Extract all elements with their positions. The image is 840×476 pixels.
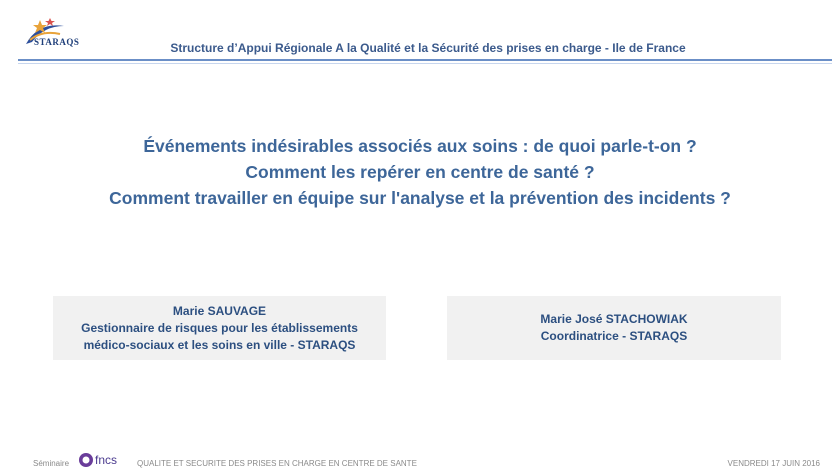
speaker-role-line-1: Coordinatrice - STARAQS	[540, 329, 688, 343]
main-title-line-3: Comment travailler en équipe sur l'analyse et la prévention des incidents ?	[109, 188, 731, 208]
speaker-name: Marie SAUVAGE	[172, 303, 267, 318]
footer-seminar-label: Séminaire	[33, 459, 70, 468]
main-title	[0, 133, 840, 211]
speaker-box-sauvage	[53, 296, 386, 360]
speaker-role-line-1: Gestionnaire de risques pour les établissements	[81, 320, 358, 335]
header-title: Structure d’Appui Régionale A la Qualité et la Sécurité des prises en charge - Ile de France	[170, 41, 686, 55]
speaker-box-stachowiak	[447, 296, 781, 360]
footer-date: VENDREDI 17 JUIN 2016	[727, 459, 820, 468]
fncs-logo	[78, 449, 128, 471]
fncs-logo-text: fncs	[95, 453, 118, 467]
fncs-logo-graphic	[78, 449, 128, 471]
header-divider-thin	[18, 63, 832, 64]
speaker-role-line-2: médico-sociaux et les soins en ville - STARAQS	[83, 337, 356, 352]
header-divider	[18, 59, 832, 61]
main-title-line-1: Événements indésirables associés aux soins : de quoi parle-t-on ?	[143, 136, 697, 156]
main-title-line-2: Comment les repérer en centre de santé ?	[245, 162, 595, 182]
footer-seminar-title: QUALITE ET SECURITE DES PRISES EN CHARGE EN CENTRE DE SANTE	[137, 459, 417, 468]
speaker-name: Marie José STACHOWIAK	[540, 312, 688, 326]
staraqs-logo-text: STARAQS	[34, 37, 80, 47]
